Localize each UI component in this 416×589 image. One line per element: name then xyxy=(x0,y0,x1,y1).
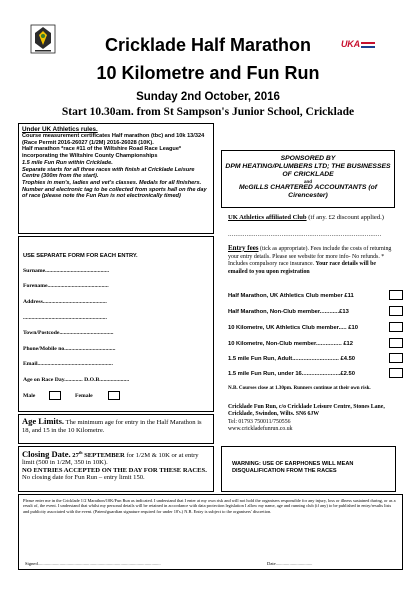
entry-fees-section xyxy=(228,245,396,276)
signature-field[interactable]: Signed........................................................................................................... xyxy=(25,561,161,566)
rules-box xyxy=(18,123,214,234)
age-dob-field[interactable]: Age on Race Day............. D.O.B..................... xyxy=(23,377,130,383)
rules-line: Half marathon *race #11 of the Wiltshire Road Race League* incorporating the Wiltshire County Championships xyxy=(22,146,182,160)
uka-logo-text: UKA xyxy=(341,39,360,49)
event-date: Sunday 2nd October, 2016 xyxy=(136,91,280,103)
declaration-text: Please enter me in the Cricklade 1/2 Marathon/10K/Fun Run as indicated. I understand that I enter at my own risk and will not hold the organisers responsible for any injury, loss or illness sustained during, or as a result of, the event. I understand that whilst my personal details will be retained in accordance with data protection legislation I allow my name, age and running club (if any) to be published in entry/results lists and publicity associated with the event. (Patent/guardian signature required for under 18's.) N.B. Entry is subject to the organisers' discretion. xyxy=(23,498,396,514)
male-checkbox[interactable] xyxy=(49,391,61,400)
fee-fun-run-adult: 1.5 mile Fun Run, Adult............................. £4.50 xyxy=(228,356,356,362)
club-affiliation-label: UK Athletics affiliated Club xyxy=(228,214,307,221)
sponsor-box xyxy=(221,150,395,208)
fee-checkbox-half-marathon-nonclub[interactable] xyxy=(389,306,403,316)
female-checkbox[interactable] xyxy=(108,391,120,400)
fee-checkbox-fun-run-under16[interactable] xyxy=(389,368,403,378)
email-field[interactable]: Email..................................................... xyxy=(23,361,113,367)
fee-checkbox-fun-run-adult[interactable] xyxy=(389,353,403,363)
closing-date-label: Closing Date. xyxy=(22,449,71,460)
contact-tel: Tel: 01793 750011/750556 xyxy=(228,418,291,425)
contact-website[interactable]: www.crickladefunrun.co.uk xyxy=(228,425,293,432)
earphones-warning-text: WARNING: USE OF EARPHONES WILL MEAN DISQUALIFICATION FROM THE RACES xyxy=(232,461,354,474)
age-limits-label: Age Limits. xyxy=(22,416,65,426)
sponsor-line-2: DPM HEATING/PLUMBERS LTD; THE BUSINESSES OF CRICKLADE xyxy=(225,163,391,178)
rules-line: 1.5 mile Fun Run within Cricklade. xyxy=(22,159,113,166)
declaration-box xyxy=(18,494,403,570)
closing-date-box xyxy=(18,446,214,492)
entry-form-box xyxy=(18,236,214,412)
fee-10k-nonclub: 10 Kilometre, Non-Club member................ £12 xyxy=(228,341,353,347)
address-field[interactable]: Address............................................. xyxy=(23,299,107,305)
club-affiliation xyxy=(228,214,398,222)
rules-line: Trophies in men's, ladies and vet's classes. Medals for all finishers. Number and electronic tag to be collected from sports hall on the day of race (please note the Fun Run is not electronically timed) xyxy=(22,179,207,200)
rules-line: Course measurement certificates Half marathon (tbc) and 10k 13/324 xyxy=(22,133,205,139)
forename-field[interactable]: Forename........................................... xyxy=(23,283,109,289)
courses-close-note: N.B. Courses close at 1.30pm. Runners continue at their own risk. xyxy=(228,385,371,391)
title-10k-fun-run: 10 Kilometre and Fun Run xyxy=(96,63,320,83)
closing-text-1: for 1/2M & 10K or at entry limit (500 in 1/2M, 350 in 10K). xyxy=(22,452,199,467)
fee-checkbox-half-marathon-club[interactable] xyxy=(389,290,403,300)
town-postcode-field[interactable]: Town/Postcode...................................... xyxy=(23,330,114,336)
address-line2-field[interactable]: ........................................................... xyxy=(23,315,107,321)
club-affiliation-note: (if any. £2 discount applied.) xyxy=(308,214,384,221)
fee-fun-run-under16: 1.5 mile Fun Run, under 16........................£2.50 xyxy=(228,371,355,377)
club-affiliation-field[interactable]: ................................................................................... xyxy=(228,231,382,238)
fee-10k-club: 10 Kilometre, UK Athletics Club member..... £10 xyxy=(228,325,358,331)
surname-field[interactable]: Surname............................................. xyxy=(23,268,110,274)
fee-half-marathon-club: Half Marathon, UK Athletics Club member £11 xyxy=(228,293,354,299)
sponsor-line-1: SPONSORED BY xyxy=(280,155,336,162)
age-limits-box xyxy=(18,414,214,444)
contact-address-text: Cricklade Fun Run, c/o Cricklade Leisure Centre, Stones Lane, Cricklade, Swindon, Wilts. SN6 6JW xyxy=(228,404,385,418)
male-label: Male xyxy=(23,393,36,399)
fee-checkbox-10k-nonclub[interactable] xyxy=(389,338,403,348)
entry-fees-text: (tick as appropriate). Fees include the costs of returning your entry details. Please see website for more info- No refunds. * Includes compulsory race insurance. xyxy=(228,246,392,267)
title-half-marathon: Cricklade Half Marathon xyxy=(104,35,312,55)
rules-line: (Race Permit 2016-26027 (1/2M) 2016-26028 (10K). xyxy=(22,139,154,146)
age-limits-text: The minimum age for entry in the Half Marathon is 18, and 15 in the 10 Kilometre. xyxy=(22,419,202,434)
closing-date-day: 27 xyxy=(72,452,79,460)
entry-fees-bold-text: Your race details will be emailed to you upon registration xyxy=(228,261,376,275)
closing-date-month: SEPTEMBER xyxy=(84,452,125,460)
earphones-warning-box xyxy=(221,446,396,492)
form-instruction: USE SEPARATE FORM FOR EACH ENTRY. xyxy=(23,253,138,259)
closing-date-suffix: th xyxy=(78,450,83,455)
start-location: Start 10.30am. from St Sampson's Junior School, Cricklade xyxy=(61,106,355,118)
sponsor-line-3: McGILLS CHARTERED ACCOUNTANTS (of Cirencester) xyxy=(238,184,378,199)
fee-half-marathon-nonclub: Half Marathon, Non-Club member............£13 xyxy=(228,309,349,315)
closing-text-3: No closing date for Fun Run – entry limit 150. xyxy=(22,473,145,481)
contact-address xyxy=(228,404,398,433)
date-field[interactable]: Date................................ xyxy=(267,561,313,566)
female-label: Female xyxy=(75,393,93,399)
closing-text-2: NO ENTRIES ACCEPTED ON THE DAY FOR THESE RACES. xyxy=(22,466,207,474)
sponsor-and: and xyxy=(303,179,312,184)
phone-mobile-field[interactable]: Phone/Mobile no.................................... xyxy=(23,346,116,352)
fee-checkbox-10k-club[interactable] xyxy=(389,322,403,332)
entry-fees-heading: Entry fees xyxy=(228,244,259,252)
rules-heading: Under UK Athletics rules. xyxy=(22,126,98,133)
rules-line: Separate starts for all three races with finish at Cricklade Leisure Centre (300m from the start). xyxy=(22,166,195,180)
